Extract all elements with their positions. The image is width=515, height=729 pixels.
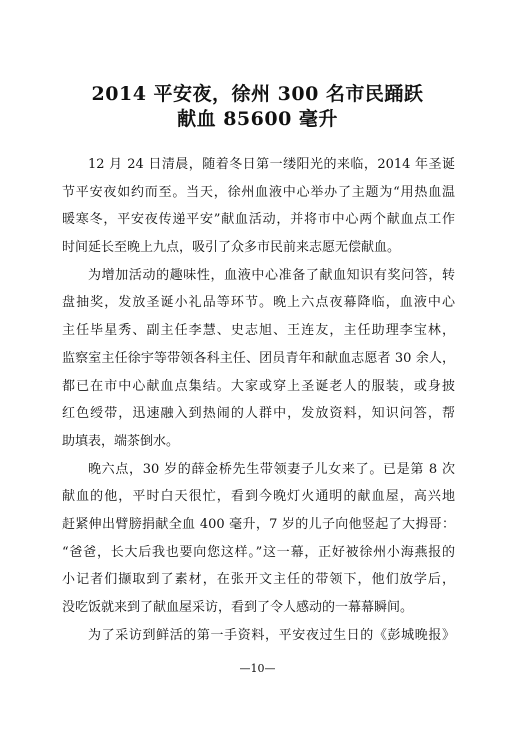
text-line: 没吃饭就来到了献血屋采访，看到了令人感动的一幕幕瞬间。 xyxy=(62,600,414,615)
article-body xyxy=(62,151,455,649)
paragraph xyxy=(62,456,455,622)
title-line: 献血 85600 毫升 xyxy=(177,108,338,130)
article-title xyxy=(0,82,515,132)
text-line: 赶紧伸出臂膀捐献全血 400 毫升，7 岁的儿子向他竖起了大拇哥： xyxy=(62,516,455,532)
page-number: —10— xyxy=(239,662,276,675)
paragraph xyxy=(62,151,455,262)
text-line: 盘抽奖，发放圣诞小礼品等环节。晚上六点夜幕降临，血液中心 xyxy=(62,295,455,311)
text-line: 时间延长至晚上九点，吸引了众多市民前来志愿无偿献血。 xyxy=(62,240,401,256)
text-line: 为了采访到鲜活的第一手资料，平安夜过生日的《彭城晚报》 xyxy=(88,627,455,643)
paragraph xyxy=(62,622,455,650)
text-line: 晚六点，30 岁的薛金桥先生带领妻子儿女来了。已是第 8 次 xyxy=(88,461,455,477)
text-line: 红色绶带，迅速融入到热闹的人群中，发放资料，知识问答，帮 xyxy=(62,406,455,422)
text-line: 为增加活动的趣味性，血液中心准备了献血知识有奖问答，转 xyxy=(88,267,455,283)
text-line: 暖寒冬，平安夜传递平安”献血活动，并将市中心两个献血点工作 xyxy=(62,212,455,228)
title-line: 2014 平安夜，徐州 300 名市民踊跃 xyxy=(91,83,424,105)
text-line: 小记者们撷取到了素材，在张开文主任的带领下，他们放学后， xyxy=(62,572,455,588)
text-line: 主任毕星秀、副主任李慧、史志旭、王连友，主任助理李宝林， xyxy=(62,323,455,339)
text-line: 12 月 24 日清晨，随着冬日第一缕阳光的来临，2014 年圣诞 xyxy=(88,157,455,172)
text-line: 监察室主任徐宇等带领各科主任、团员青年和献血志愿者 30 余人， xyxy=(62,350,455,366)
text-line: 献血的他，平时白天很忙，看到今晚灯火通明的献血屋，高兴地 xyxy=(62,489,455,505)
text-line: “爸爸，长大后我也要向您这样。”这一幕，正好被徐州小海燕报的 xyxy=(62,544,455,560)
text-line: 节平安夜如约而至。当天，徐州血液中心举办了主题为“用热血温 xyxy=(62,184,455,200)
text-line: 助填表，端茶倒水。 xyxy=(62,433,180,449)
text-line: 都已在市中心献血点集结。大家或穿上圣诞老人的服装，或身披 xyxy=(62,378,455,394)
paragraph xyxy=(62,262,455,456)
